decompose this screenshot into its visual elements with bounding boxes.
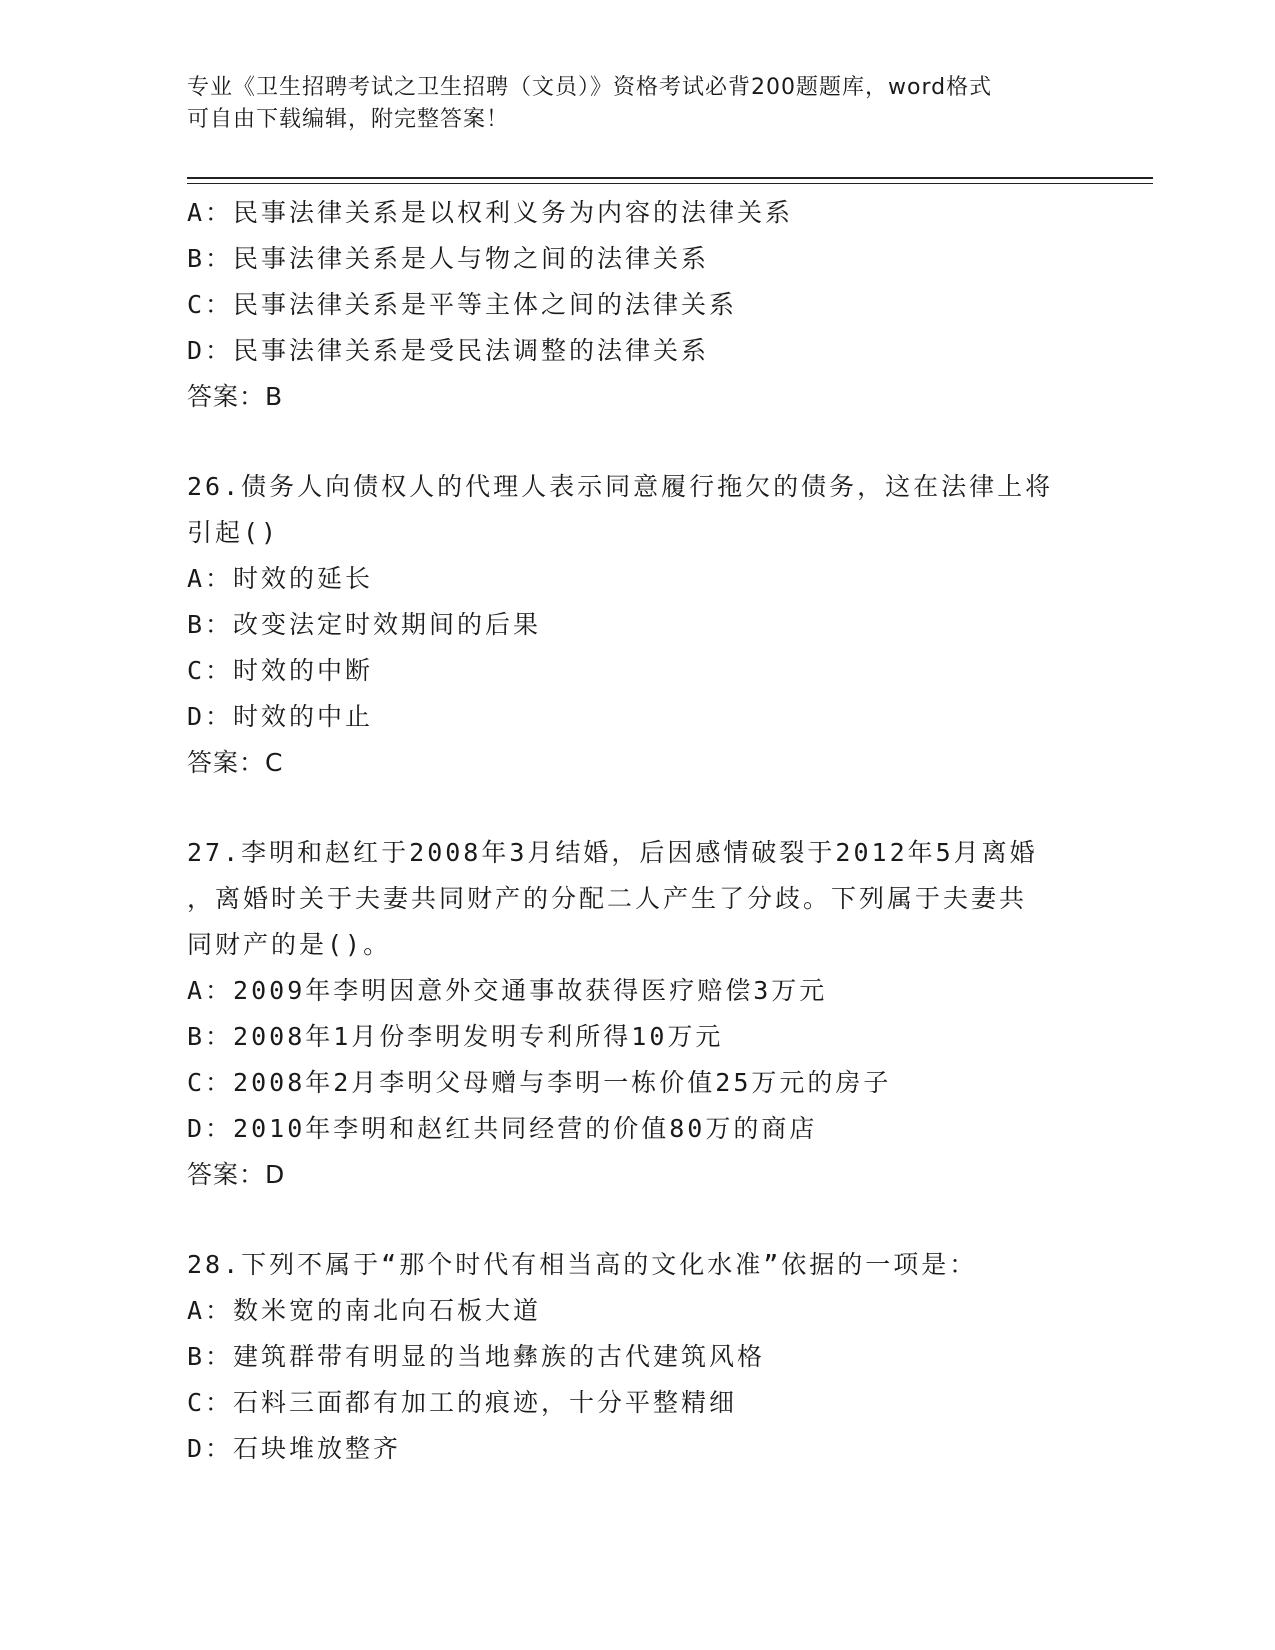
answer: 答案：C: [187, 748, 284, 777]
option-d: D：石块堆放整齐: [187, 1434, 402, 1463]
header-line-1: 专业《卫生招聘考试之卫生招聘（文员）》资格考试必背200题题库，word格式: [187, 75, 993, 100]
option-d: D：时效的中止: [187, 702, 374, 731]
document-header: [187, 72, 1087, 136]
question-27: [187, 830, 1087, 1198]
option-a: A：民事法律关系是以权利义务为内容的法律关系: [187, 198, 794, 227]
question-stem-line-1: 26.债务人向债权人的代理人表示同意履行拖欠的债务，这在法律上将: [187, 472, 1054, 501]
option-a: A：时效的延长: [187, 564, 374, 593]
option-d: D：2010年李明和赵红共同经营的价值80万的商店: [187, 1114, 818, 1143]
question-list: [187, 190, 1087, 1472]
option-d: D：民事法律关系是受民法调整的法律关系: [187, 336, 710, 365]
option-b: B：民事法律关系是人与物之间的法律关系: [187, 244, 710, 273]
question-stem-line-2: 引起(): [187, 518, 280, 547]
question-stem-line-1: 28.下列不属于“那个时代有相当高的文化水准”依据的一项是：: [187, 1250, 978, 1279]
option-b: B：2008年1月份李明发明专利所得10万元: [187, 1022, 724, 1051]
header-line-2: 可自由下载编辑，附完整答案！: [187, 107, 510, 132]
option-b: B：建筑群带有明显的当地彝族的古代建筑风格: [187, 1342, 766, 1371]
option-c: C：民事法律关系是平等主体之间的法律关系: [187, 290, 738, 319]
option-c: C：2008年2月李明父母赠与李明一栋价值25万元的房子: [187, 1068, 892, 1097]
option-a: A：2009年李明因意外交通事故获得医疗赔偿3万元: [187, 976, 828, 1005]
header-divider-thick: [187, 177, 1153, 179]
spacer: [187, 420, 1087, 464]
question-stem-line-1: 27.李明和赵红于2008年3月结婚，后因感情破裂于2012年5月离婚: [187, 838, 1038, 867]
question-26: [187, 464, 1087, 786]
option-c: C：石料三面都有加工的痕迹，十分平整精细: [187, 1388, 738, 1417]
question-25: [187, 190, 1087, 420]
answer: 答案：B: [187, 382, 284, 411]
option-c: C：时效的中断: [187, 656, 374, 685]
spacer: [187, 1198, 1087, 1242]
question-28: [187, 1242, 1087, 1472]
option-a: A：数米宽的南北向石板大道: [187, 1296, 542, 1325]
question-stem-line-3: 同财产的是()。: [187, 930, 392, 959]
header-divider-thin: [187, 183, 1153, 184]
option-b: B：改变法定时效期间的后果: [187, 610, 542, 639]
answer: 答案：D: [187, 1160, 286, 1189]
question-stem-line-2: ，离婚时关于夫妻共同财产的分配二人产生了分歧。下列属于夫妻共: [187, 884, 1028, 913]
spacer: [187, 786, 1087, 830]
